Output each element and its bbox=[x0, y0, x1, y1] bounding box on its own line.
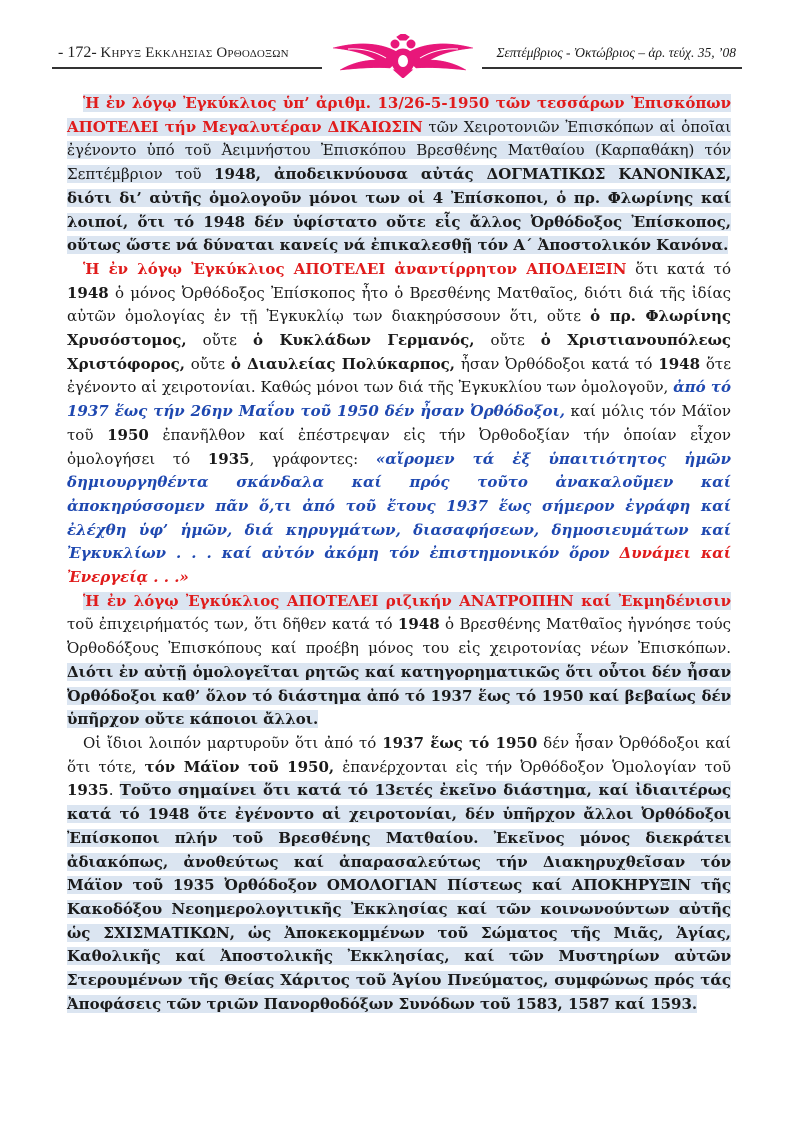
header-rule-right bbox=[482, 67, 742, 69]
p2-text-f: ἦσαν Ὀρθόδοξοι κατά τό bbox=[455, 354, 659, 373]
p2-bishop-diavleia: ὁ Διαυλείας Πολύκαρπος, bbox=[230, 354, 456, 373]
p2-text-b: ὁ μόνος Ὀρθόδοξος Ἐπίσκοπος ἦτο ὁ Βρεσθένης Ματθαῖος, διότι διά τῆς ἰδίας αὐτῶν ὁμολογίας ἐν τῇ Ἐγκυκλίῳ των διακηρύσσουν ὅτι, οὔτε bbox=[67, 283, 731, 326]
p3-bold-conclusion: Διότι ἐν αὐτῇ ὁμολογεῖται ρητῶς καί κατηγορηματικῶς ὅτι οὗτοι δέν ἦσαν Ὀρθόδοξοι καθ’ ὅλον τό διάστημα ἀπό τό 1937 ἕως τό 1950 καί βεβαίως δέν ὑπῆρχον οὔτε κάποιοι ἄλλοι. bbox=[67, 662, 731, 729]
p2-text-e: οὔτε bbox=[184, 354, 231, 373]
double-headed-eagle-icon bbox=[328, 34, 478, 78]
p2-text-g: ὅτε ἐγένοντο αἱ χειροτονίαι. Καθώς μόνοι των διά τῆς Ἐγκυκλίου των ὁμολογοῦν, bbox=[67, 354, 731, 397]
p2-text-a: ὅτι κατά τό bbox=[626, 259, 731, 278]
p4-text-a: Οἱ ἴδιοι λοιπόν μαρτυροῦν ὅτι ἀπό τό bbox=[83, 733, 383, 752]
p2-year-1948b: 1948 bbox=[658, 354, 701, 373]
p3-text-a: τοῦ ἐπιχειρήματός των, ὅτι δῆθεν κατά τό bbox=[67, 615, 398, 634]
p2-bishop-kyklades: ὁ Κυκλάδων Γερμανός, bbox=[252, 331, 475, 350]
p3-year-1948: 1948 bbox=[397, 615, 440, 634]
page-number: - 172- bbox=[58, 44, 97, 61]
p3-text-b: ὁ Βρεσθένης Ματθαῖος ἠγνόησε τούς Ὀρθοδόξους Ἐπισκόπους καί προέβη μόνος του εἰς χειροτονίας νέων Ἐπισκόπων. bbox=[67, 615, 731, 658]
p3-red-lead: Ἡ ἐν λόγῳ Ἐγκύκλιος ΑΠΟΤΕΛΕΙ ριζικήν ΑΝΑΤΡΟΠΗΝ καί Ἐκμηδένισιν bbox=[83, 591, 731, 610]
p2-bishop-christianoupolis: ὁ Χριστιανουπόλεως Χριστόφορος, bbox=[67, 331, 731, 373]
header-left bbox=[58, 44, 289, 62]
p4-years: 1937 ἕως τό 1950 bbox=[382, 733, 538, 752]
p4-text-b: δέν ἦσαν Ὀρθόδοξοι καί ὅτι τότε, bbox=[67, 733, 732, 776]
p4-text-c: ἐπανέρχονται εἰς τήν Ὀρθόδοξον Ὁμολογίαν τοῦ bbox=[334, 757, 731, 776]
p4-may-1950: τόν Μάϊον τοῦ 1950, bbox=[144, 757, 335, 776]
p4-text-d: . bbox=[108, 781, 120, 800]
p2-year-1935: 1935 bbox=[207, 449, 250, 468]
p2-text-c: οὔτε bbox=[186, 331, 253, 350]
publication-title: Κηρυξ Εκκλησιας Ορθοδοξων bbox=[100, 45, 289, 61]
p1-text: τῶν Χειροτονιῶν Ἐπισκόπων αἱ ὁποῖαι ἐγένοντο ὑπό τοῦ Ἀειμνήστου Ἐπισκόπου Βρεσθένης Ματθαίου (Καρπαθάκη) τόν Σεπτέμβριον τοῦ bbox=[67, 117, 731, 184]
p2-year-1950: 1950 bbox=[107, 425, 149, 444]
issue-info: Σεπτέμβριος - Ὀκτώβριος – ἀρ. τεύχ. 35, ’08 bbox=[496, 45, 736, 60]
page-header bbox=[52, 34, 742, 78]
p2-text-h: καί μόλις τόν Μάϊον τοῦ bbox=[67, 402, 732, 444]
p2-red-lead: Ἡ ἐν λόγῳ Ἐγκύκλιος ΑΠΟΤΕΛΕΙ ἀναντίρρητον ΑΠΟΔΕΙΞΙΝ bbox=[83, 259, 627, 278]
p1-red-lead: Ἡ ἐν λόγῳ Ἐγκύκλιος ὑπ’ ἀριθμ. 13/26-5-1950 τῶν τεσσάρων Ἐπισκόπων ΑΠΟΤΕΛΕΙ τήν Μεγαλυτέραν ΔΙΚΑΙΩΣΙΝ bbox=[67, 94, 731, 136]
article-body bbox=[67, 92, 731, 1016]
p2-text-i: ἐπανῆλθον καί ἐπέστρεψαν εἰς τήν Ὀρθοδοξίαν τήν ὁποίαν εἶχον ὁμολογήσει τό bbox=[67, 425, 731, 468]
p2-bishop-florina: ὁ πρ. Φλωρίνης Χρυσόστομος, bbox=[67, 307, 731, 350]
p2-blue-claim: ἀπό τό 1937 ἕως τήν 26ην Μαΐου τοῦ 1950 δέν ἦσαν Ὀρθόδοξοι, bbox=[67, 378, 731, 421]
p4-bold-conclusion: Τοῦτο σημαίνει ὅτι κατά τό 13ετές ἐκεῖνο διάστημα, καί ἰδιαιτέρως κατά τό 1948 ὅτε ἐγένοντο αἱ χειροτονίαι, δέν ὑπῆρχον ἄλλοι Ὀρθόδοξοι Ἐπίσκοποι πλήν τοῦ Βρεσθένης Ματθαίου. Ἐκεῖνος μόνος διεκράτει ἀδιακόπως, ἀνοθεύτως καί ἀπαρασαλεύτως τήν Διακηρυχθεῖσαν τόν Μάϊον τοῦ 1935 Ὀρθόδοξον ΟΜΟΛΟΓΙΑΝ Πίστεως καί ΑΠΟΚΗΡΥΞΙΝ τῆς Κακοδόξου Νεοημερολογιτικῆς Ἐκκλησίας καί τῶν κοινωνούντων αὐτῆς ὡς ΣΧΙΣΜΑΤΙΚΩΝ, ὡς Ἀποκεκομμένων τοῦ Σώματος τῆς Μιᾶς, Ἁγίας, Καθολικῆς καί Ἀποστολικῆς Ἐκκλησίας, καί τῶν Μυστηρίων αὐτῶν Στερουμένων τῆς Θείας Χάριτος τοῦ Ἁγίου Πνεύματος, συμφώνως πρός τάς Ἀποφάσεις τῶν τριῶν Πανορθοδόξων Συνόδων τοῦ 1583, 1587 καί 1593. bbox=[67, 781, 731, 1013]
header-rule-left bbox=[52, 67, 322, 69]
p2-year-1948a: 1948 bbox=[67, 283, 109, 302]
p2-text-j: , γράφοντες: bbox=[249, 449, 376, 468]
paragraph-2 bbox=[67, 258, 731, 590]
p4-year-1935: 1935 bbox=[67, 781, 109, 800]
p2-text-d: οὔτε bbox=[474, 331, 541, 350]
paragraph-4 bbox=[67, 732, 731, 1016]
paragraph-1 bbox=[67, 92, 731, 258]
p2-quote-end: Δυνάμει καί Ἐνεργείᾳ . . .» bbox=[67, 544, 731, 587]
p1-bold: 1948, ἀποδεικνύουσα αὐτάς ΔΟΓΜΑΤΙΚΩΣ ΚΑΝΟΝΙΚΑΣ, διότι δι’ αὐτῆς ὁμολογοῦν μόνοι των οἱ 4 Ἐπίσκοποι, ὁ πρ. Φλωρίνης καί λοιποί, ὅτι τό 1948 δέν ὑφίστατο οὔτε εἷς ἄλλος Ὀρθόδοξος Ἐπίσκοπος, οὕτως ὥστε νά δύναται κανείς νά ἐπικαλεσθῇ τόν Α΄ Ἀποστολικόν Κανόνα. bbox=[67, 165, 732, 255]
p2-quote: «αἴρομεν τά ἐξ ὑπαιτιότητος ἡμῶν δημιουργηθέντα σκάνδαλα καί πρός τοῦτο ἀνακαλοῦμεν καί ἀποκηρύσσομεν πᾶν ὅ,τι ἀπό τοῦ ἔτους 1937 ἕως σήμερον ἐγράφη καί ἐλέχθη ὑφ’ ἡμῶν, διά κηρυγμάτων, διασαφήσεων, δημοσιευμάτων καί Ἐγκυκλίων . . . καί αὐτόν ἀκόμη τόν ἐπιστημονικόν ὅρον bbox=[67, 449, 731, 563]
paragraph-3 bbox=[67, 590, 731, 732]
